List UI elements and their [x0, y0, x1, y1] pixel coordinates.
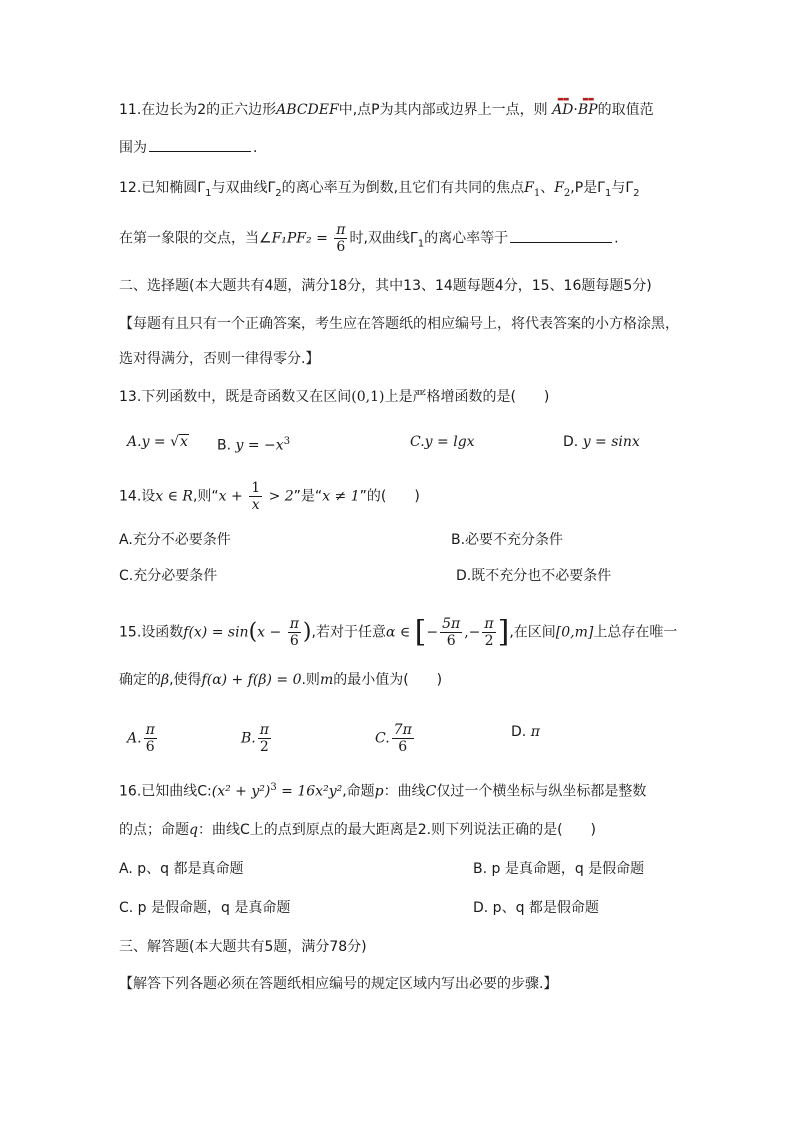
q13-option-c[interactable]: C.y = lgx	[410, 434, 475, 450]
q16-line1: 16.已知曲线C:(x² + y²)$^3$ = 16x²y²,命题p：曲线C仅过一个横坐标与纵坐标都是整数	[119, 782, 647, 800]
q12-fraction: $\frac{\pi}{6}$	[336, 222, 346, 255]
q15-fraction-pi-6: $\frac{\pi}{6}$	[289, 616, 299, 649]
section2-note-b: 选对得满分，否则一律得零分.】	[119, 351, 320, 367]
section2-title: 二、选择题(本大题共有4题，满分18分，其中13、14题每题4分，15、16题每题5分)	[119, 278, 652, 294]
q11-hexagon: ABCDEF	[276, 102, 339, 118]
q14-option-c[interactable]: C.充分必要条件	[119, 568, 218, 584]
q12-line2: 在第一象限的交点，当∠F₁PF₂ = $\frac{\pi}{6}$ 时,双曲线$\Gamma_1$的离心率等于 .	[119, 222, 619, 255]
q15-fraction-pi-2: $\frac{\pi}{2}$	[484, 616, 494, 649]
q11-line1	[119, 95, 654, 120]
q11-text-a: 11.在边长为2的正六边形	[119, 102, 277, 118]
q11-dot: ·	[573, 102, 578, 118]
q11-vector-ad: ▬▬ AD	[552, 100, 573, 120]
q12-line1: 12.已知椭圆$\Gamma_1$与双曲线$\Gamma_2$的离心率互为倒数,且它们有共同的焦点$F_1$、$F_2,P$是$\Gamma_1$与$\Gamma_2$	[119, 180, 640, 199]
q14-fraction: $\frac{1}{x}$	[251, 480, 261, 513]
q16-option-c[interactable]: C. p 是假命题，q 是真命题	[119, 900, 291, 916]
q16-line2: 的点；命题q：曲线C上的点到原点的最大距离是2.则下列说法正确的是( )	[119, 822, 597, 838]
q12-answer-blank[interactable]	[510, 228, 612, 243]
q15-option-c[interactable]: C. $\frac{7\pi}{6}$	[375, 722, 412, 755]
section2-note-a: 【每题有且只有一个正确答案，考生应在答题纸的相应编号上，将代表答案的小方格涂黑，	[119, 316, 679, 332]
q11-answer-blank[interactable]	[149, 137, 251, 152]
q11-line2: 围为 .	[119, 137, 257, 158]
q14-option-d[interactable]: D.既不充分也不必要条件	[456, 568, 612, 584]
q16-option-b[interactable]: B. p 是真命题，q 是假命题	[473, 861, 645, 877]
section3-title: 三、解答题(本大题共有5题，满分78分)	[119, 939, 367, 955]
q14-option-a[interactable]: A.充分不必要条件	[119, 532, 231, 548]
q14-stem: 14.设x ∈ R,则“x + $\frac{1}{x}$ > 2”是“x ≠ 1”的( )	[119, 480, 420, 513]
q14-option-b[interactable]: B.必要不充分条件	[451, 532, 564, 548]
q15-line1: 15.设函数f(x) = sin(x − $\frac{\pi}{6}$ ),若对于任意α ∈ [− $\frac{5\pi}{6}$ ,− $\frac{\pi}{2}$ ],在区间[0,m]上总存在唯一	[119, 614, 678, 650]
vector-arrow-icon: ▬▬	[557, 95, 569, 103]
q13-option-a[interactable]: A.y = √x	[127, 434, 188, 450]
q11-text-d: 围为	[119, 140, 147, 156]
q11-text-b: 中,点P为其内部或边界上一点，则	[338, 102, 548, 118]
q13-option-d[interactable]: D. y = sinx	[563, 434, 640, 450]
q11-text-c: 的取值范	[597, 102, 654, 118]
q15-option-b[interactable]: B. $\frac{\pi}{2}$	[241, 722, 269, 755]
q13-option-b[interactable]: B. $y = -x^3$	[217, 436, 291, 454]
vector-arrow-icon: ▬▬	[582, 95, 594, 103]
q16-option-a[interactable]: A. p、q 都是真命题	[119, 861, 244, 877]
section3-note: 【解答下列各题必须在答题纸相应编号的规定区域内写出必要的步骤.】	[119, 976, 558, 992]
q15-option-d[interactable]: D. π	[511, 724, 540, 740]
q15-fraction-5pi-6: $\frac{5\pi}{6}$	[442, 616, 461, 649]
q15-line2: 确定的β,使得f(α) + f(β) = 0.则m的最小值为( )	[119, 672, 443, 688]
q11-vector-bp: ▬▬ BP	[578, 100, 598, 120]
q15-option-a[interactable]: A. $\frac{\pi}{6}$	[127, 722, 155, 755]
q16-option-d[interactable]: D. p、q 都是假命题	[473, 900, 599, 916]
q13-stem: 13.下列函数中，既是奇函数又在区间(0,1)上是严格增函数的是( )	[119, 389, 550, 405]
